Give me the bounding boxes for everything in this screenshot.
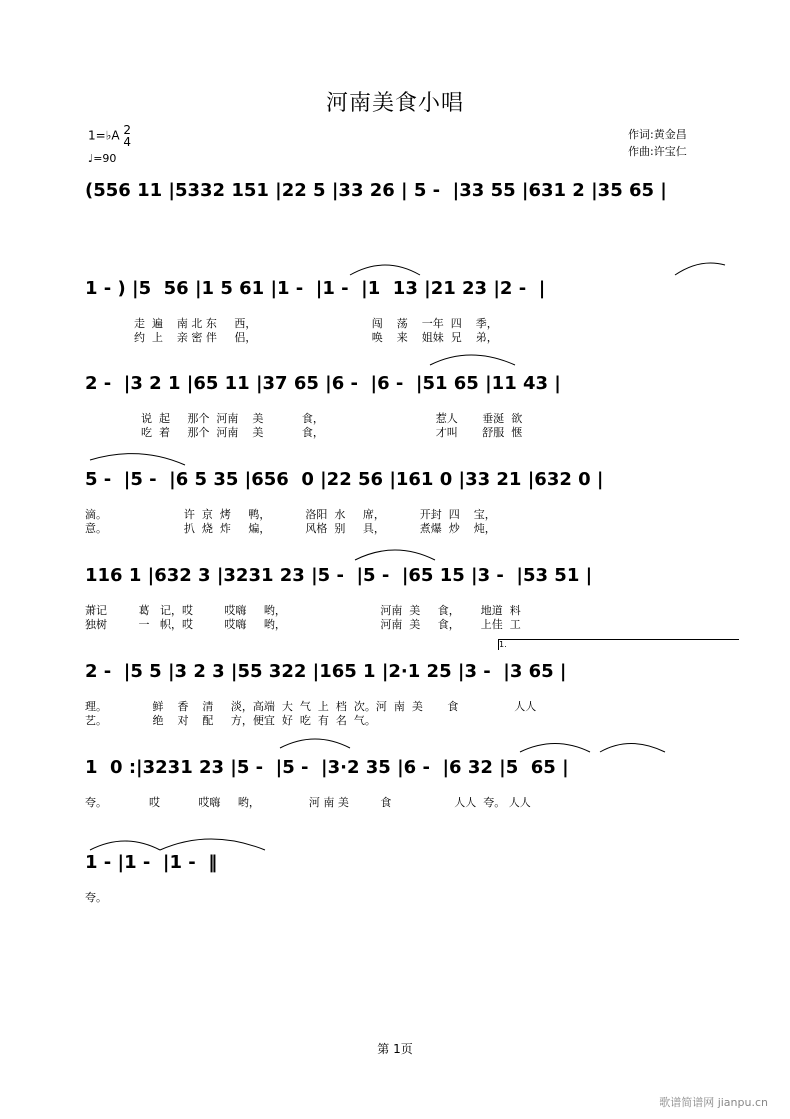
lyrics-verse-1: 夸。 哎 哎嗨 哟， 河 南 美 食 人人 夸。 人人 [85, 796, 531, 809]
lyrics-verse-1: 滴。 许 京 烤 鸭， 洛阳 水 席， 开封 四 宝， [85, 508, 496, 521]
lyrics-verse-1: 夸。 [85, 891, 107, 904]
notes-line: 1 - ) |5 56 |1 5 61 |1 - |1 - |1 13 |21 23 |2 - | [85, 278, 546, 299]
notes-line: 1 - |1 - |1 - ‖ [85, 852, 218, 873]
notes-line: (556 11 |5332 151 |22 5 |33 26 | 5 - |33 55 |631 2 |35 65 | [85, 180, 667, 201]
notes-line: 2 - |5 5 |3 2 3 |55 322 |165 1 |2·1 25 |3 - |3 65 | [85, 661, 567, 682]
page-number: 第 1页 [377, 1042, 413, 1056]
lyrics-verse-1: 说 起 那个 河南 美 食， 惹人 垂涎 欲 [85, 412, 523, 425]
lyrics-verse-2: 独树 一 帜，哎 哎嗨 哟， 河南 美 食， 上佳 工 [85, 618, 521, 631]
lyrics-verse-2: 吃 着 那个 河南 美 食， 才叫 舒服 惬 [85, 426, 523, 439]
lyrics-verse-2: 约 上 亲 密 伴 侣， 唤 来 姐妹 兄 弟， [85, 331, 498, 344]
volta-bracket: 1. [498, 639, 739, 650]
lyrics-verse-2: 意。 扒 烧 炸 煸， 风格 别 具， 煮爆 炒 炖， [85, 522, 496, 535]
song-title: 河南美食小唱 [325, 91, 464, 116]
watermark: 歌谱简谱网 jianpu.cn [659, 1096, 768, 1109]
lyrics-verse-1: 萧记 葛 记，哎 哎嗨 哟， 河南 美 食， 地道 料 [85, 604, 521, 617]
tempo-mark: ♩=90 [88, 152, 117, 165]
notes-line: 1 0 :|3231 23 |5 - |5 - |3·2 35 |6 - |6 32 |5 65 | [85, 757, 569, 778]
notes-line: 116 1 |632 3 |3231 23 |5 - |5 - |65 15 |3 - |53 51 | [85, 565, 593, 586]
composer: 作曲:许宝仁 [628, 145, 687, 158]
key-label: 1=♭A [88, 128, 120, 143]
lyricist: 作词:黄金昌 [628, 128, 687, 141]
lyrics-verse-1: 走 遍 南 北 东 西， 闯 荡 一年 四 季， [85, 317, 498, 330]
notes-line: 5 - |5 - |6 5 35 |656 0 |22 56 |161 0 |33 21 |632 0 | [85, 469, 604, 490]
time-signature: 2 4 [123, 123, 132, 149]
lyrics-verse-2: 艺。 绝 对 配 方，便宜 好 吃 有 名 气。 [85, 714, 376, 727]
notes-line: 2 - |3 2 1 |65 11 |37 65 |6 - |6 - |51 65 |11 43 | [85, 373, 561, 394]
lyrics-verse-1: 理。 鲜 香 清 淡，高端 大 气 上 档 次。河 南 美 食 人人 [85, 700, 537, 713]
